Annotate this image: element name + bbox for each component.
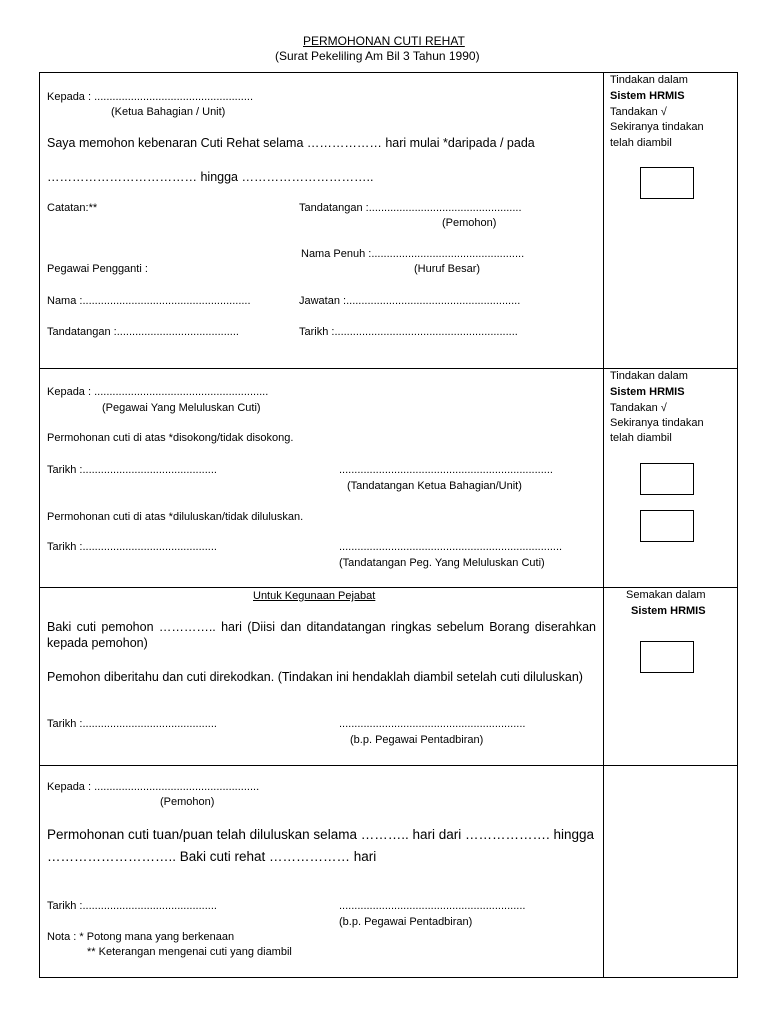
signature-note-pentadbiran-2: (b.p. Pegawai Pentadbiran) (339, 916, 473, 928)
nota-line-2: ** Keterangan mengenai cuti yang diambil (87, 946, 292, 958)
tandatangan-pengganti-field[interactable]: Tandatangan :........................................ (47, 326, 239, 338)
kepada-note: (Ketua Bahagian / Unit) (111, 106, 226, 118)
kepada-field-2[interactable]: Kepada : ......................................................... (47, 386, 269, 398)
request-line-2[interactable]: ……………………………… hingga ………………………….. (47, 170, 374, 184)
hrmis-side-2-line-4: Sekiranya tindakan (610, 417, 704, 429)
jawatan-field[interactable]: Jawatan :......................................................... (299, 295, 521, 307)
form-subtitle: (Surat Pekeliling Am Bil 3 Tahun 1990) (275, 49, 480, 63)
approval-line-1: Permohonan cuti tuan/puan telah diluluskan selama ……….. hari dari ………………. hingga (47, 827, 595, 842)
hrmis-side-2-line-5: telah diambil (610, 432, 672, 444)
signature-line-pentadbiran[interactable]: ............................................................. (339, 718, 526, 730)
tarikh-field-4[interactable]: Tarikh :............................................ (47, 900, 217, 912)
hrmis-side-2-line-3: Tandakan √ (610, 402, 667, 414)
hrmis-side-line-1: Tindakan dalam (610, 74, 688, 86)
diberitahu-text: Pemohon diberitahu dan cuti direkodkan. (Tindakan ini hendaklah diambil setelah cuti diluluskan) (47, 670, 583, 684)
kepada-note-4: (Pemohon) (160, 796, 215, 808)
tarikh-field-2b[interactable]: Tarikh :............................................ (47, 541, 217, 553)
huruf-besar-note: (Huruf Besar) (414, 263, 481, 275)
kepada-field-4[interactable]: Kepada : ...................................................... (47, 781, 260, 793)
hrmis-checkbox-2[interactable] (640, 463, 694, 495)
tarikh-field[interactable]: Tarikh :............................................................ (299, 326, 518, 338)
semakan-checkbox[interactable] (640, 641, 694, 673)
hrmis-side-line-5: telah diambil (610, 137, 672, 149)
signature-line-ketua[interactable]: ...................................................................... (339, 464, 553, 476)
office-use-heading: Untuk Kegunaan Pejabat (253, 590, 376, 602)
tandatangan-field[interactable]: Tandatangan :.................................................. (299, 202, 522, 214)
semakan-side-line-1: Semakan dalam (626, 589, 706, 601)
sokong-text: Permohonan cuti di atas *disokong/tidak disokong. (47, 432, 294, 444)
approval-line-2: ……………………….. Baki cuti rehat ……………… hari (47, 849, 377, 864)
request-line-1: Saya memohon kebenaran Cuti Rehat selama ……………… hari mulai *daripada / pada (47, 136, 535, 150)
lulus-text: Permohonan cuti di atas *diluluskan/tidak diluluskan. (47, 511, 304, 523)
tarikh-field-2a[interactable]: Tarikh :............................................ (47, 464, 217, 476)
hrmis-checkbox-1[interactable] (640, 167, 694, 199)
signature-note-ketua: (Tandatangan Ketua Bahagian/Unit) (347, 480, 522, 492)
nama-field[interactable]: Nama :....................................................... (47, 295, 251, 307)
hrmis-side-line-3: Tandakan √ (610, 106, 667, 118)
nota-line-1: Nota : * Potong mana yang berkenaan (47, 931, 235, 943)
signature-line-pelulus[interactable]: ......................................................................... (339, 541, 563, 553)
hrmis-side-line-4: Sekiranya tindakan (610, 121, 704, 133)
signature-line-pentadbiran-2[interactable]: ............................................................. (339, 900, 526, 912)
signature-note-pentadbiran: (b.p. Pegawai Pentadbiran) (350, 734, 484, 746)
pegawai-pengganti-label: Pegawai Pengganti : (47, 263, 148, 275)
hrmis-side-line-2: Sistem HRMIS (610, 90, 685, 102)
signature-note-pelulus: (Tandatangan Peg. Yang Meluluskan Cuti) (339, 557, 545, 569)
kepada-field[interactable]: Kepada : .................................................... (47, 91, 254, 103)
baki-cuti-text: Baki cuti pemohon ………….. hari (Diisi dan ditandatangan ringkas sebelum Borang diserahkan kepada pemohon) (47, 620, 596, 650)
hrmis-side-2-line-1: Tindakan dalam (610, 370, 688, 382)
kepada-note-2: (Pegawai Yang Meluluskan Cuti) (102, 402, 261, 414)
hrmis-checkbox-3[interactable] (640, 510, 694, 542)
catatan-label: Catatan:** (47, 202, 98, 214)
pemohon-note: (Pemohon) (442, 217, 497, 229)
hrmis-side-2-line-2: Sistem HRMIS (610, 386, 685, 398)
form-title: PERMOHONAN CUTI REHAT (303, 34, 465, 48)
tarikh-field-3[interactable]: Tarikh :............................................ (47, 718, 217, 730)
semakan-side-line-2: Sistem HRMIS (631, 605, 706, 617)
nama-penuh-field[interactable]: Nama Penuh :.................................................. (301, 248, 525, 260)
